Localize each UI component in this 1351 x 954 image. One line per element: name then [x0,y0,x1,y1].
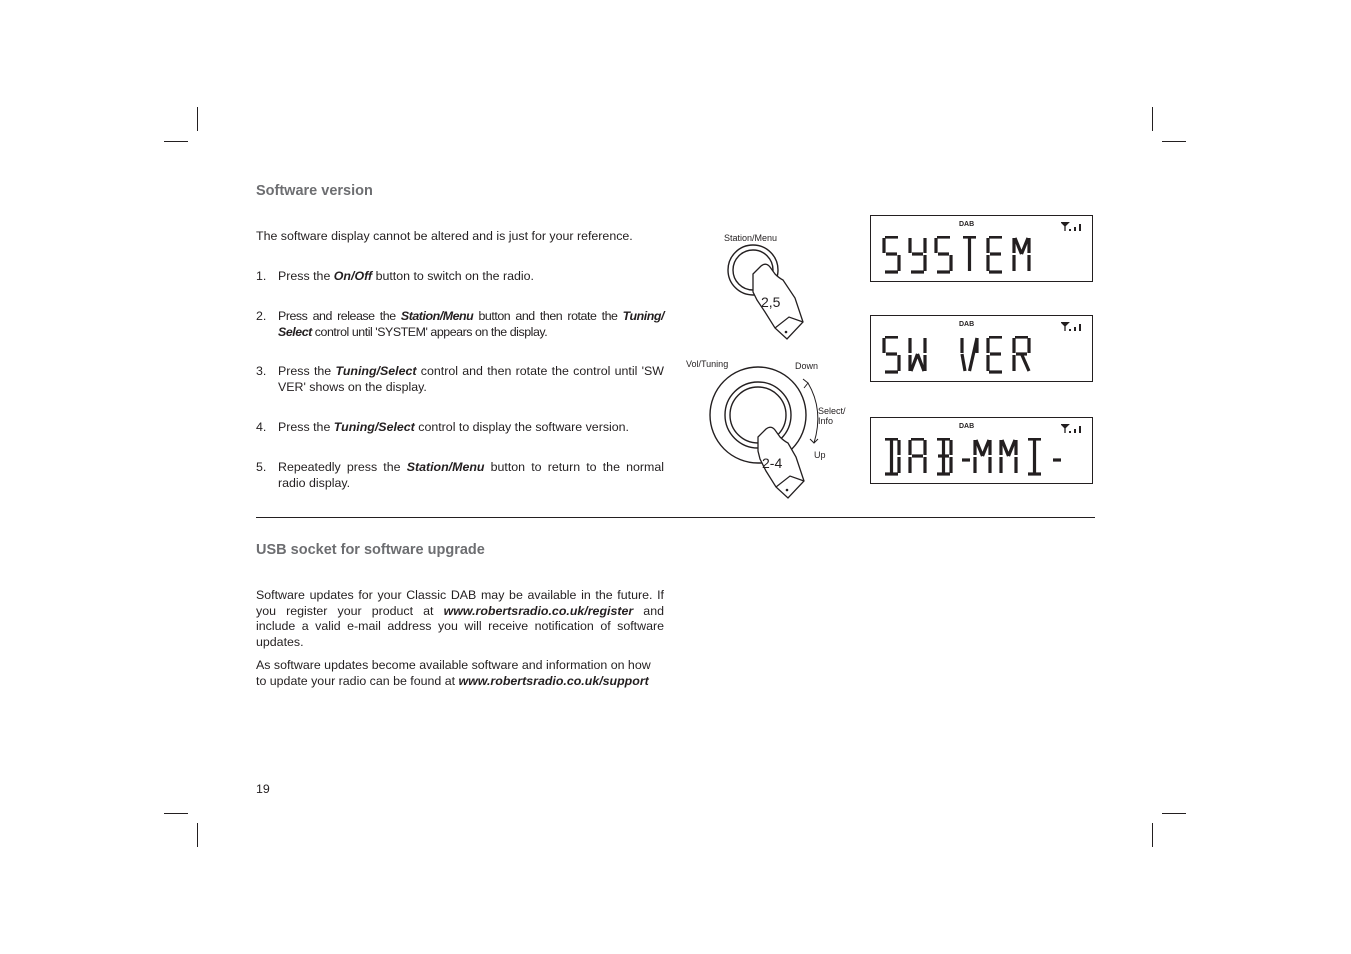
lcd-char [988,337,1002,372]
lcd-char [910,238,925,272]
step-5 [256,460,664,491]
crop-mark [164,813,188,814]
lcd-char [885,439,899,474]
signal-strength-icon [1061,424,1085,433]
up-label: Up [814,450,826,460]
usb-paragraph-1: Software updates for your Classic DAB may be available in the future. If you register your product at www.robertsradio.co.uk/register and include a valid e-mail address you will receive notification of software updates. [256,588,664,649]
lcd-char [1014,238,1029,271]
lcd-char [884,337,899,372]
dab-indicator: DAB [959,221,975,228]
dab-indicator: DAB [959,321,975,328]
section-heading-usb-socket: USB socket for software upgrade [256,542,485,558]
lcd-char [1028,439,1041,474]
crop-mark [164,141,188,142]
lcd-char [962,338,977,371]
step-number: 2. [256,309,267,323]
lcd-char [910,439,925,473]
step-text: Press the Tuning/Select control to display the software version. [278,420,629,434]
lcd-char [1001,440,1016,473]
select-info-label: Select/ Info [818,406,846,426]
support-link[interactable]: www.robertsradio.co.uk/support [458,673,649,688]
step-text: Press and release the Station/Menu button and then rotate the Tuning/ Select control until 'SYSTEM' appears on the display. [278,309,664,339]
step-text: Press the On/Off button to switch on the radio. [278,269,534,283]
lcd-segment-text [881,336,1086,378]
intro-paragraph: The software display cannot be altered and is just for your reference. [256,229,633,243]
step-text: Press the Tuning/Select control and then rotate the control until 'SW VER' shows on the display. [278,364,664,394]
lcd-display-system [870,215,1093,282]
lcd-char [975,440,990,473]
station-menu-button-illustration [715,240,815,345]
signal-strength-icon [1061,222,1085,231]
register-link[interactable]: www.robertsradio.co.uk/register [443,603,634,618]
vol-tuning-step-label: 2-4 [762,455,783,471]
crop-mark [197,823,198,847]
crop-mark [1152,107,1153,131]
crop-mark [1152,823,1153,847]
vol-tuning-label: Vol/Tuning [686,359,729,369]
step-number: 3. [256,364,267,378]
lcd-char [910,338,925,371]
vol-tuning-knob-illustration [700,365,840,505]
step-1 [256,269,664,285]
step-number: 5. [256,460,267,474]
step-2 [256,309,664,340]
lcd-char [936,237,951,272]
lcd-display-version [870,417,1093,484]
lcd-char [1014,337,1029,371]
step-3 [256,364,664,395]
step-4 [256,420,664,436]
step-number: 4. [256,420,267,434]
signal-strength-icon [1061,322,1085,331]
lcd-char [884,237,899,272]
lcd-segment-text [881,438,1086,480]
station-menu-label: Station/Menu [724,233,778,243]
section-divider [256,517,1095,518]
lcd-char [937,439,951,474]
down-label: Down [795,361,819,371]
crop-mark [197,107,198,131]
crop-mark [1162,141,1186,142]
step-number: 1. [256,269,267,283]
page-number: 19 [256,782,270,796]
section-heading-software-version: Software version [256,183,373,199]
step-text: Repeatedly press the Station/Menu button to return to the normal radio display. [278,460,664,490]
lcd-display-sw-ver [870,315,1093,382]
lcd-segment-text [881,236,1086,278]
lcd-char [988,237,1002,272]
dab-indicator: DAB [959,423,975,430]
station-menu-step-label: 2,5 [761,294,781,310]
lcd-char [963,237,976,271]
crop-mark [1162,813,1186,814]
usb-paragraph-2: As software updates become available software and information on how to update your radio can be found at www.robertsradio.co.uk/support [256,658,651,688]
